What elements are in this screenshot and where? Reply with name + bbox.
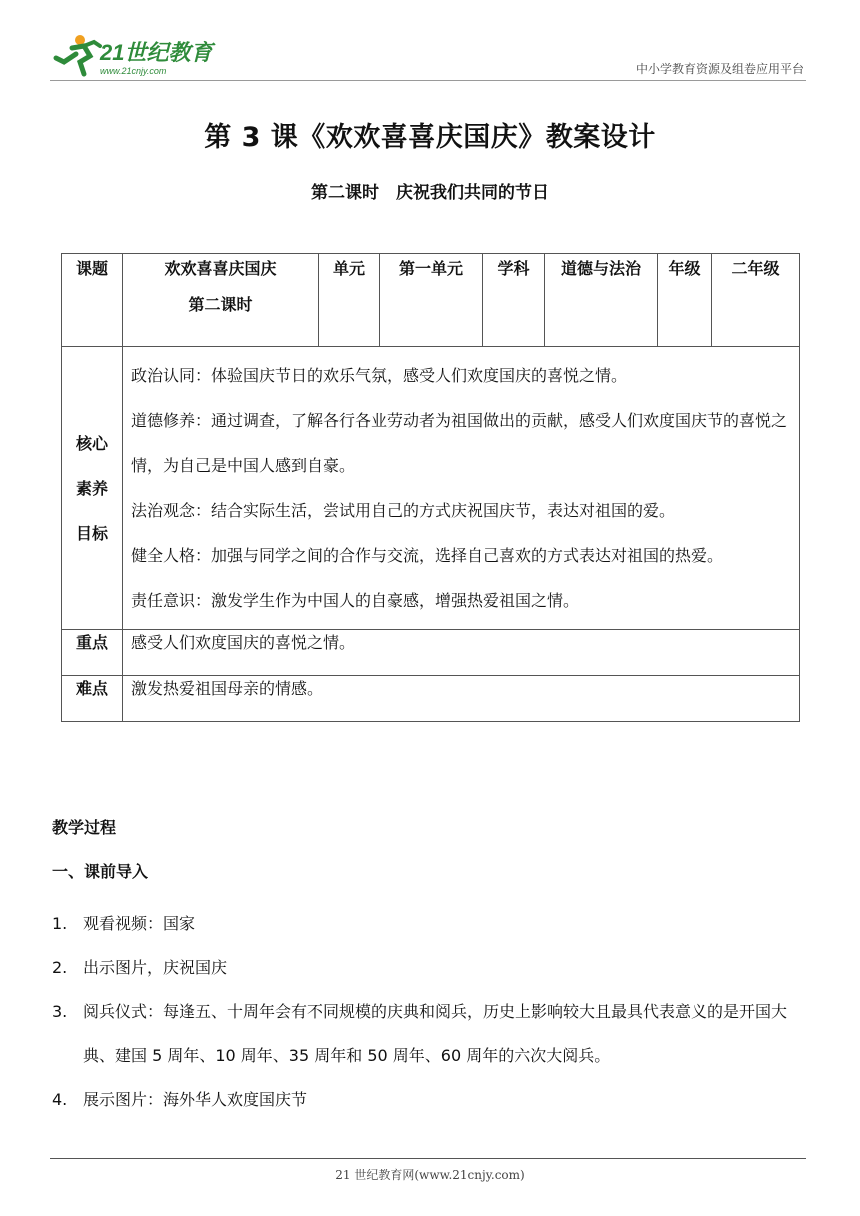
- page-subtitle: 第二课时 庆祝我们共同的节日: [311, 183, 549, 203]
- page-footer[interactable]: 21 世纪教育网(www.21cnjy.com): [335, 1168, 525, 1182]
- page-title: 第 3 课《欢欢喜喜庆国庆》教案设计: [204, 122, 656, 153]
- goals-label-line: 核心: [75, 433, 108, 453]
- list-text: 展示图片：海外华人欢度国庆节: [83, 1090, 308, 1109]
- topic-line: 欢欢喜喜庆国庆: [164, 259, 277, 278]
- key-point-label: 重点: [62, 630, 123, 676]
- topic-label: 课题: [62, 254, 123, 347]
- list-number: 1.: [52, 914, 68, 933]
- grade-value: 二年级: [712, 254, 800, 347]
- topic-line: 第二课时: [188, 295, 253, 314]
- list-item: [52, 1078, 812, 1122]
- goal-political: 政治认同：体验国庆节日的欢乐气氛，感受人们欢度国庆的喜悦之情。: [131, 366, 628, 385]
- unit-label: 单元: [319, 254, 380, 347]
- process-title: 教学过程: [52, 818, 117, 837]
- difficulty-label: 难点: [62, 676, 123, 722]
- table-row: [62, 676, 800, 722]
- subject-label: 学科: [483, 254, 545, 347]
- section-heading: 一、课前导入: [52, 862, 149, 881]
- topic-value: [123, 254, 319, 347]
- list-number: 4.: [52, 1090, 68, 1109]
- logo-text: 21世纪教育: [100, 40, 213, 65]
- logo-url: www.21cnjy.com: [100, 66, 167, 76]
- footer-divider: [50, 1158, 806, 1159]
- list-number: 2.: [52, 958, 68, 977]
- intro-list: [52, 902, 812, 1122]
- difficulty-value: 激发热爱祖国母亲的情感。: [123, 676, 800, 722]
- header-platform-text: 中小学教育资源及组卷应用平台: [635, 62, 804, 76]
- list-text: 观看视频：国家: [83, 914, 196, 933]
- goal-personality: 健全人格：加强与同学之间的合作与交流，选择自己喜欢的方式表达对祖国的热爱。: [131, 546, 724, 565]
- grade-label: 年级: [658, 254, 712, 347]
- list-number: 3.: [52, 1002, 68, 1021]
- goal-legal: 法治观念：结合实际生活，尝试用自己的方式庆祝国庆节，表达对祖国的爱。: [131, 501, 676, 520]
- goal-responsibility: 责任意识：激发学生作为中国人的自豪感，增强热爱祖国之情。: [131, 591, 580, 610]
- list-item: [52, 990, 812, 1078]
- key-point-value: 感受人们欢度国庆的喜悦之情。: [123, 630, 800, 676]
- table-row: [62, 347, 800, 630]
- goals-content: [123, 347, 800, 630]
- list-text: 出示图片，庆祝国庆: [83, 958, 228, 977]
- page-header: [50, 28, 806, 80]
- lesson-info-table: [61, 253, 800, 722]
- 21cnjy-logo: [50, 28, 220, 80]
- table-row: [62, 630, 800, 676]
- list-text: 阅兵仪式：每逢五、十周年会有不同规模的庆典和阅兵，历史上影响较大且最具代表意义的是开国大典、建国 5 周年、10 周年、35 周年和 50 周年、60 周年的六次大阅兵。: [83, 1002, 788, 1065]
- list-item: [52, 902, 812, 946]
- unit-value: 第一单元: [380, 254, 483, 347]
- goals-label-line: 目标: [75, 523, 108, 543]
- header-divider: [50, 80, 806, 81]
- goal-moral: 道德修养：通过调查，了解各行各业劳动者为祖国做出的贡献，感受人们欢度国庆节的喜悦之情，为自己是中国人感到自豪。: [131, 411, 788, 475]
- table-row: [62, 254, 800, 347]
- subject-value: 道德与法治: [545, 254, 658, 347]
- list-item: [52, 946, 812, 990]
- goals-label: [62, 347, 123, 630]
- goals-label-line: 素养: [75, 478, 108, 498]
